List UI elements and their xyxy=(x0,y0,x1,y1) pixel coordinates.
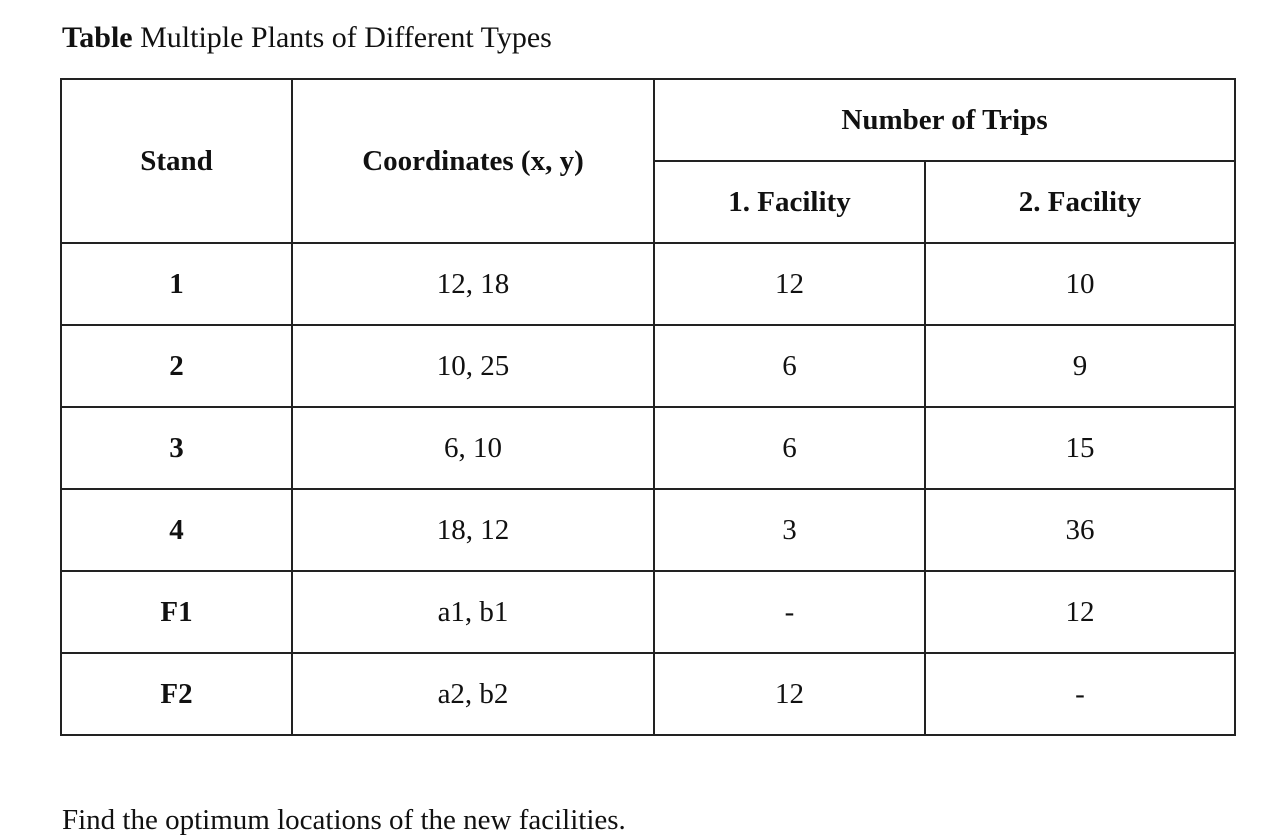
coordinates-cell: 12, 18 xyxy=(292,243,654,325)
stand-cell: 1 xyxy=(61,243,292,325)
facility-1-trips-cell: 6 xyxy=(654,407,925,489)
coordinates-cell: 10, 25 xyxy=(292,325,654,407)
facility-1-trips-cell: 3 xyxy=(654,489,925,571)
plants-table xyxy=(60,78,1236,736)
coordinates-cell: a1, b1 xyxy=(292,571,654,653)
facility-2-trips-cell: 36 xyxy=(925,489,1235,571)
header-stand: Stand xyxy=(61,79,292,243)
stand-cell: 4 xyxy=(61,489,292,571)
coordinates-cell: 6, 10 xyxy=(292,407,654,489)
table-row xyxy=(61,571,1235,653)
caption-title: Multiple Plants of Different Types xyxy=(132,21,552,54)
table-row xyxy=(61,489,1235,571)
caption-label: Table xyxy=(62,21,133,54)
facility-1-trips-cell: 6 xyxy=(654,325,925,407)
stand-cell: 2 xyxy=(61,325,292,407)
stand-cell: F2 xyxy=(61,653,292,735)
coordinates-cell: a2, b2 xyxy=(292,653,654,735)
header-row xyxy=(61,79,1235,161)
table-row xyxy=(61,243,1235,325)
facility-2-trips-cell: 12 xyxy=(925,571,1235,653)
facility-2-trips-cell: 10 xyxy=(925,243,1235,325)
facility-1-trips-cell: 12 xyxy=(654,243,925,325)
header-facility-1: 1. Facility xyxy=(654,161,925,243)
facility-1-trips-cell: - xyxy=(654,571,925,653)
facility-2-trips-cell: - xyxy=(925,653,1235,735)
table-row xyxy=(61,325,1235,407)
header-facility-2: 2. Facility xyxy=(925,161,1235,243)
header-coordinates: Coordinates (x, y) xyxy=(292,79,654,243)
table-row xyxy=(61,653,1235,735)
stand-cell: F1 xyxy=(61,571,292,653)
facility-2-trips-cell: 9 xyxy=(925,325,1235,407)
question-text: Find the optimum locations of the new facilities. xyxy=(62,804,626,836)
header-number-of-trips: Number of Trips xyxy=(654,79,1235,161)
coordinates-cell: 18, 12 xyxy=(292,489,654,571)
table-caption xyxy=(62,18,552,58)
facility-1-trips-cell: 12 xyxy=(654,653,925,735)
table-row xyxy=(61,407,1235,489)
facility-2-trips-cell: 15 xyxy=(925,407,1235,489)
stand-cell: 3 xyxy=(61,407,292,489)
